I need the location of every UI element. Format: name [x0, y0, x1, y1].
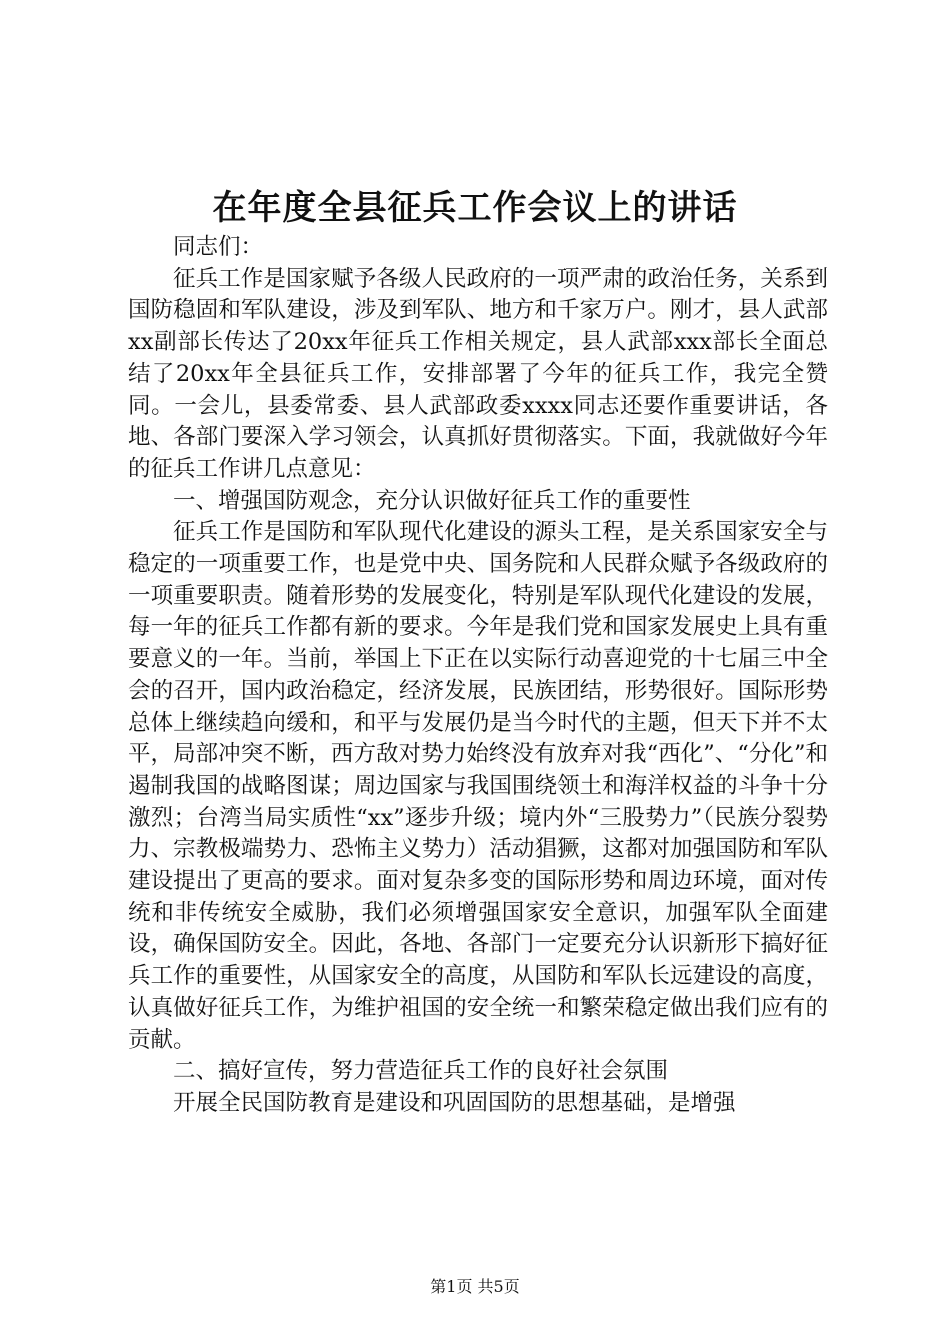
section-heading-1: 一、增强国防观念，充分认识做好征兵工作的重要性 [173, 487, 691, 514]
page-number-footer: 第1页 共5页 [430, 1277, 520, 1296]
document-title: 在年度全县征兵工作会议上的讲话 [212, 188, 738, 228]
document-body [128, 232, 828, 1120]
paragraph-section-2: 开展全民国防教育是建设和巩固国防的思想基础，是增强 [173, 1089, 736, 1116]
salutation: 同志们： [173, 234, 264, 260]
paragraph-section-1: 征兵工作是国防和军队现代化建设的源头工程，是关系国家安全与稳定的一项重要工作，也是党中央、国务院和人民群众赋予各级政府的一项重要职责。随着形势的发展变化，特别是军队现代化建设的发展，每一年的征兵工作都有新的要求。今年是我们党和国家发展史上具有重要意义的一年。当前，举国上下正在以实际行动喜迎党的十七届三中全会的召开，国内政治稳定，经济发展，民族团结，形势很好。国际形势总体上继续趋向缓和，和平与发展仍是当今时代的主题，但天下并不太平，局部冲突不断，西方敌对势力始终没有放弃对我“西化”、“分化”和遏制我国的战略图谋；周边国家与我国围绕领土和海洋权益的斗争十分激烈；台湾当局实质性“xx”逐步升级；境内外“三股势力”（民族分裂势力、宗教极端势力、恐怖主义势力）活动猖獗，这都对加强国防和军队建设提出了更高的要求。面对复杂多变的国际形势和周边环境，面对传统和非传统安全威胁，我们必须增强国家安全意识，加强军队全面建设，确保国防安全。因此，各地、各部门一定要充分认识新形下搞好征兵工作的重要性，从国家安全的高度，从国防和军队长远建设的高度，认真做好征兵工作，为维护祖国的安全统一和繁荣稳定做出我们应有的贡献。 [128, 519, 828, 1053]
section-heading-2: 二、搞好宣传，努力营造征兵工作的良好社会氛围 [173, 1058, 669, 1085]
paragraph-intro: 征兵工作是国家赋予各级人民政府的一项严肃的政治任务，关系到国防稳固和军队建设，涉及到军队、地方和千家万户。刚才，县人武部xx副部长传达了20xx年征兵工作相关规定，县人武部xxx部长全面总结了20xx年全县征兵工作，安排部署了今年的征兵工作，我完全赞同。一会儿，县委常委、县人武部政委xxxx同志还要作重要讲话，各地、各部门要深入学习领会，认真抓好贯彻落实。下面，我就做好今年的征兵工作讲几点意见： [128, 265, 828, 482]
